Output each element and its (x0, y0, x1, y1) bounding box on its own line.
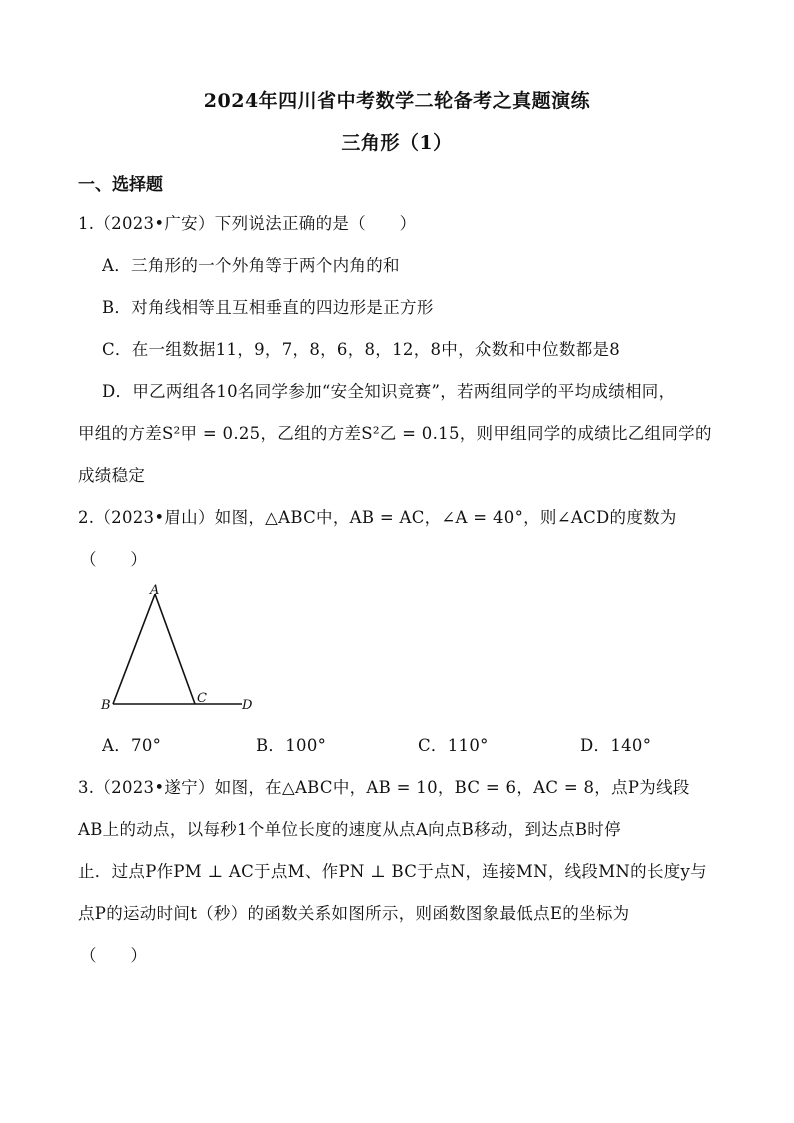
q2-option-b: B．100° (256, 736, 327, 755)
q2-option-d: D．140° (580, 736, 652, 755)
document-subtitle: 三角形（1） (341, 132, 453, 154)
side-ab (113, 594, 155, 704)
triangle-figure (90, 580, 280, 720)
q1-stem: 1.（2023•广安）下列说法正确的是（ ） (78, 214, 417, 233)
q3-line3: 止．过点P作PM ⊥ AC于点M、作PN ⊥ BC于点N，连接MN，线段MN的长度y与 (78, 862, 707, 881)
q1-option-a: A．三角形的一个外角等于两个内角的和 (102, 256, 400, 275)
q1-option-d: D．甲乙两组各10名同学参加“安全知识竞赛”，若两组同学的平均成绩相同， (102, 382, 676, 401)
side-ac (155, 594, 195, 704)
label-d: D (242, 698, 253, 713)
q2-answer-paren: （ ） (80, 550, 148, 569)
q3-line2: AB上的动点，以每秒1个单位长度的速度从点A向点B移动，到达点B时停 (78, 820, 621, 839)
q2-option-a: A．70° (102, 736, 162, 755)
section-heading: 一、选择题 (78, 175, 163, 195)
q1-option-c: C．在一组数据11，9，7，8，6，8，12，8中，众数和中位数都是8 (102, 340, 621, 359)
q3-answer-paren: （ ） (80, 946, 148, 965)
q1-option-d-line2: 甲组的方差S²甲 = 0.25，乙组的方差S²乙 = 0.15，则甲组同学的成绩比乙组同学的 (78, 424, 712, 443)
label-b: B (101, 698, 111, 713)
q1-option-b: B．对角线相等且互相垂直的四边形是正方形 (102, 298, 434, 317)
document-title: 2024年四川省中考数学二轮备考之真题演练 (203, 90, 591, 112)
label-a: A (150, 583, 160, 598)
q1-option-d-line3: 成绩稳定 (78, 466, 146, 485)
q3-line4: 点P的运动时间t（秒）的函数关系如图所示，则函数图象最低点E的坐标为 (78, 904, 630, 923)
q2-stem: 2.（2023•眉山）如图，△ABC中，AB = AC，∠A = 40°，则∠ACD的度数为 (78, 508, 677, 527)
label-c: C (197, 691, 207, 706)
q2-option-c: C．110° (418, 736, 489, 755)
q3-line1: 3.（2023•遂宁）如图，在△ABC中，AB = 10，BC = 6，AC = 8，点P为线段 (78, 778, 690, 797)
